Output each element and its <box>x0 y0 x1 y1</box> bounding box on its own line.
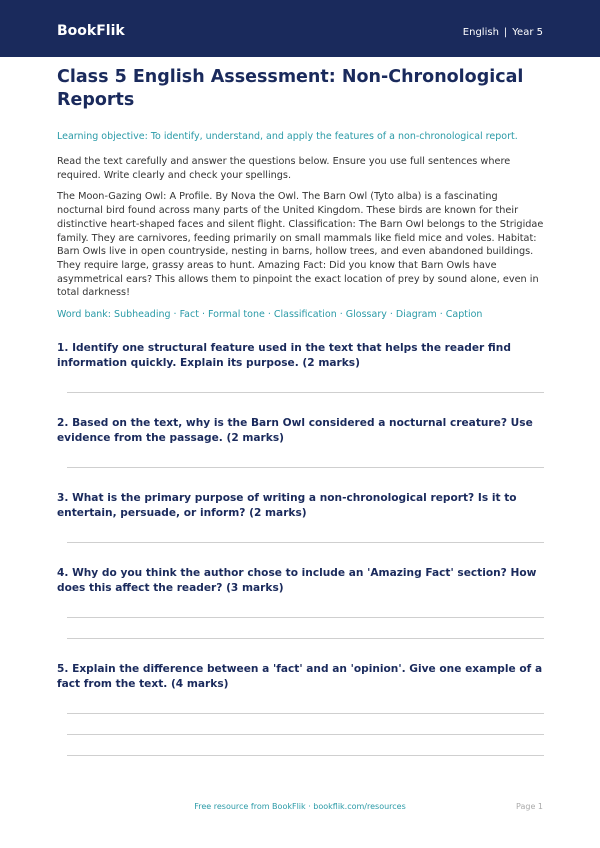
question-text: 4. Why do you think the author chose to include an 'Amazing Fact' section? How does this affect the reader? (3 marks) <box>57 567 537 594</box>
subject-separator: | <box>503 27 508 38</box>
question-text: 1. Identify one structural feature used in the text that helps the reader find information quickly. Explain its purpose. (2 marks) <box>57 342 511 369</box>
answer-line[interactable] <box>67 713 544 714</box>
question-5 <box>57 662 544 756</box>
subject-year-info <box>463 27 543 38</box>
question-4 <box>57 566 544 639</box>
learning-objective: Learning objective: To identify, understand, and apply the features of a non-chronological report. <box>57 131 518 142</box>
question-text: 3. What is the primary purpose of writing a non-chronological report? Is it to entertain, persuade, or inform? (2 marks) <box>57 492 517 519</box>
year-label: Year 5 <box>512 27 543 38</box>
question-3 <box>57 491 544 543</box>
question-1 <box>57 341 544 393</box>
instructions-text: Read the text carefully and answer the questions below. Ensure you use full sentences where required. Write clearly and check your spellings. <box>57 156 511 181</box>
answer-area[interactable] <box>57 713 544 756</box>
answer-line[interactable] <box>67 755 544 756</box>
word-bank: Word bank: Subheading · Fact · Formal tone · Classification · Glossary · Diagram · Caption <box>57 309 483 321</box>
brand-logo-text: BookFlik <box>57 23 125 39</box>
top-header-bar <box>0 0 600 57</box>
footer-resource-link[interactable]: Free resource from BookFlik · bookflik.com/resources <box>194 802 406 811</box>
page-footer <box>0 802 600 816</box>
reading-passage: The Moon-Gazing Owl: A Profile. By Nova the Owl. The Barn Owl (Tyto alba) is a fascinating nocturnal bird found across many parts of the United Kingdom. These birds are known for their distinctive heart-shaped faces and silent flight. Classification: The Barn Owl belongs to the Strigidae family. They are carnivores, feeding primarily on small mammals like field mice and voles. Habitat: Barn Owls live in open countryside, nesting in barns, hollow trees, and even abandoned buildings. They require large, grassy areas to hunt. Amazing Fact: Did you know that Barn Owls have asymmetrical ears? This allows them to pinpoint the exact location of prey by sound alone, even in total darkness! <box>57 191 544 299</box>
subject-label: English <box>462 27 499 38</box>
answer-area[interactable] <box>57 617 544 639</box>
answer-line[interactable] <box>67 734 544 735</box>
page-title: Class 5 English Assessment: Non-Chronological Reports <box>57 67 524 110</box>
question-2 <box>57 416 544 468</box>
question-text: 5. Explain the difference between a 'fact' and an 'opinion'. Give one example of a fact from the text. (4 marks) <box>57 663 543 690</box>
page-number: Page 1 <box>516 802 543 811</box>
question-text: 2. Based on the text, why is the Barn Owl considered a nocturnal creature? Use evidence from the passage. (2 marks) <box>57 417 533 444</box>
worksheet-content <box>57 66 544 756</box>
answer-line[interactable] <box>67 617 544 618</box>
